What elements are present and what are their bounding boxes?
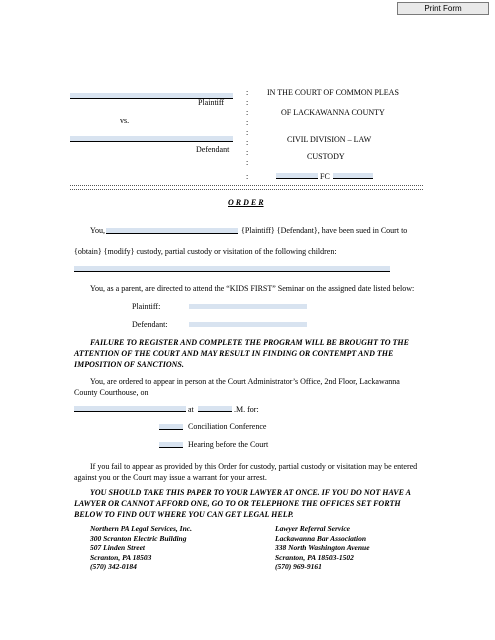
lawyer-notice: YOU SHOULD TAKE THIS PAPER TO YOUR LAWYER AT ONCE. IF YOU DO NOT HAVE A LAWYER OR CANNOT AFFORD ONE, GO TO OR TELEPHONE THE OFFICES SET FORTH BELOW TO FIND OUT WHERE YOU CAN GET LEGAL HELP. bbox=[74, 488, 411, 519]
office-left-phone: (570) 342-0184 bbox=[90, 562, 137, 571]
seminar-plaintiff-date-field[interactable] bbox=[189, 304, 307, 309]
fc-label: FC bbox=[320, 172, 330, 181]
caption-colon: : bbox=[246, 118, 249, 127]
defendant-name-field[interactable] bbox=[70, 136, 233, 142]
division-label: CIVIL DIVISION – LAW bbox=[287, 135, 372, 144]
office-right-line3: Scranton, PA 18503-1502 bbox=[275, 552, 354, 562]
seminar-defendant-date-field[interactable] bbox=[189, 322, 307, 327]
at-label: at bbox=[188, 405, 194, 414]
office-left-name: Northern PA Legal Services, Inc. bbox=[90, 524, 192, 533]
caption-colon: : bbox=[246, 98, 249, 107]
plaintiff-label: Plaintiff bbox=[198, 98, 225, 107]
recipient-name-field[interactable] bbox=[106, 228, 238, 234]
caption-colon: : bbox=[246, 158, 249, 167]
seminar-defendant-label: Defendant: bbox=[132, 320, 168, 329]
case-number-field[interactable] bbox=[333, 173, 373, 179]
office-left-line1: 300 Scranton Electric Building bbox=[90, 533, 187, 543]
caption-colon: : bbox=[246, 128, 249, 137]
conciliation-conference-label: Conciliation Conference bbox=[188, 422, 267, 431]
caption-colon: : bbox=[246, 148, 249, 157]
order-title: O R D E R bbox=[228, 198, 264, 207]
caption-colon: : bbox=[246, 138, 249, 147]
caption-colon: : bbox=[246, 172, 249, 181]
failure-to-appear-text: If you fail to appear as provided by this Order for custody, partial custody or visitation may be entered against you or the Court may issue a warrant for your arrest. bbox=[74, 462, 418, 482]
office-right-line2: 338 North Washington Avenue bbox=[275, 543, 370, 552]
print-form-button[interactable]: Print Form bbox=[397, 2, 489, 15]
office-right-name: Lawyer Referral Service bbox=[275, 524, 350, 533]
office-right-line1: Lackawanna Bar Association bbox=[275, 533, 366, 543]
party-role-text: {Plaintiff} {Defendant}, have been sued in Court to bbox=[241, 226, 408, 235]
children-names-field[interactable] bbox=[74, 266, 390, 272]
office-left-line3: Scranton, PA 18503 bbox=[90, 552, 152, 562]
court-name-line1: IN THE COURT OF COMMON PLEAS bbox=[267, 88, 399, 97]
office-right-block bbox=[275, 524, 370, 572]
caption-colon: : bbox=[246, 88, 249, 97]
caption-divider bbox=[70, 185, 423, 190]
seminar-plaintiff-label: Plaintiff: bbox=[132, 302, 161, 311]
appear-in-person-text: You, are ordered to appear in person at the Court Administrator’s Office, 2nd Floor, Lackawanna County Courthouse, on bbox=[74, 377, 400, 397]
failure-to-register-warning: FAILURE TO REGISTER AND COMPLETE THE PROGRAM WILL BE BROUGHT TO THE ATTENTION OF THE COURT AND MAY RESULT IN FINDING OR CONTEMPT AND THE IMPOSITION OF SANCTIONS. bbox=[74, 338, 409, 369]
caption-colon: : bbox=[246, 108, 249, 117]
appearance-date-field[interactable] bbox=[74, 406, 186, 412]
m-for-label: .M. for: bbox=[234, 405, 259, 414]
hearing-before-court-label: Hearing before the Court bbox=[188, 440, 269, 449]
custody-purpose-text: {obtain} {modify} custody, partial custody or visitation of the following children: bbox=[74, 247, 337, 256]
case-year-field[interactable] bbox=[276, 173, 318, 179]
case-type-label: CUSTODY bbox=[307, 152, 345, 161]
you-label: You, bbox=[90, 226, 105, 235]
conciliation-conference-checkbox[interactable] bbox=[159, 424, 183, 430]
office-right-phone: (570) 969-9161 bbox=[275, 562, 322, 571]
defendant-label: Defendant bbox=[196, 145, 230, 154]
kids-first-seminar-text: You, as a parent, are directed to attend the “KIDS FIRST” Seminar on the assigned date listed below: bbox=[90, 284, 415, 293]
office-left-block bbox=[90, 524, 192, 572]
hearing-before-court-checkbox[interactable] bbox=[159, 442, 183, 448]
appearance-time-field[interactable] bbox=[198, 406, 232, 412]
office-left-line2: 507 Linden Street bbox=[90, 543, 146, 552]
court-name-line2: OF LACKAWANNA COUNTY bbox=[281, 108, 385, 117]
vs-label: vs. bbox=[120, 116, 130, 125]
